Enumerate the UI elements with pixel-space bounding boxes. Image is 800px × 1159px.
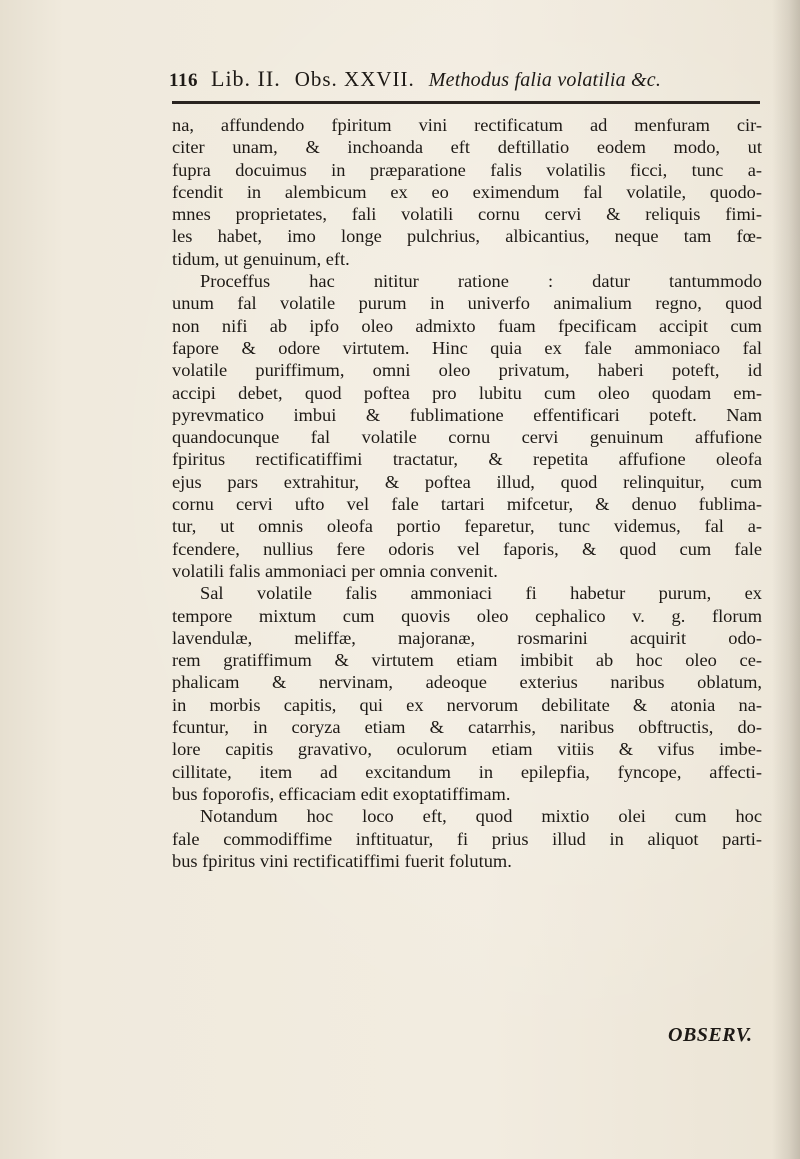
text-line: fale commodiffime inftituatur, fi prius illud in aliquot parti- bbox=[172, 828, 762, 849]
text-line: tempore mixtum cum quovis oleo cephalico v. g. florum bbox=[172, 605, 762, 626]
text-line: fpiritus rectificatiffimi tractatur, & repetita affufione oleofa bbox=[172, 449, 762, 470]
paragraph bbox=[172, 270, 762, 582]
text-line: tidum, ut genuinum, eft. bbox=[172, 248, 350, 269]
page-number: 116 bbox=[169, 70, 198, 91]
text-line: unum fal volatile purum in univerfo animalium regno, quod bbox=[172, 293, 762, 314]
paragraph bbox=[172, 114, 762, 270]
text-line: cillitate, item ad excitandum in epilepfia, fyncope, affecti- bbox=[172, 761, 762, 782]
text-line: non nifi ab ipfo oleo admixto fuam fpecificam accipit cum bbox=[172, 315, 762, 336]
text-line: les habet, imo longe pulchrius, albicantius, neque tam fœ- bbox=[172, 226, 762, 247]
text-line: Notandum hoc loco eft, quod mixtio olei cum hoc bbox=[200, 806, 762, 827]
text-line: lore capitis gravativo, oculorum etiam vitiis & vifus imbe- bbox=[172, 739, 762, 760]
text-line: in morbis capitis, qui ex nervorum debilitate & atonia na- bbox=[172, 694, 762, 715]
text-line: fcuntur, in coryza etiam & catarrhis, naribus obftructis, do- bbox=[172, 717, 762, 738]
text-line: fapore & odore virtutem. Hinc quia ex fale ammoniaco fal bbox=[172, 337, 762, 358]
text-line: bus foporofis, efficaciam edit exoptatiffimam. bbox=[172, 783, 511, 804]
text-line: fcendere, nullius fere odoris vel faporis, & quod cum fale bbox=[172, 538, 762, 559]
running-title: Methodus falia volatilia &c. bbox=[428, 69, 662, 91]
text-line: pyrevmatico imbui & fublimatione effentificari poteft. Nam bbox=[172, 404, 762, 425]
text-line: citer unam, & inchoanda eft deftillatio eodem modo, ut bbox=[172, 137, 762, 158]
text-line: lavendulæ, meliffæ, majoranæ, rosmarini acquirit odo- bbox=[172, 627, 762, 648]
text-line: fcendit in alembicum ex eo eximendum fal volatile, quodo- bbox=[172, 181, 762, 202]
running-head bbox=[169, 66, 759, 100]
text-line: tur, ut omnis oleofa portio feparetur, tunc videmus, fal a- bbox=[172, 516, 762, 537]
text-line: volatile puriffimum, omni oleo privatum, haberi poteft, id bbox=[172, 360, 762, 381]
text-line: quandocunque fal volatile cornu cervi genuinum affufione bbox=[172, 427, 762, 448]
text-line: cornu cervi ufto vel fale tartari mifcetur, & denuo fublima- bbox=[172, 494, 762, 515]
text-line: accipi debet, quod poftea pro lubitu cum oleo quodam em- bbox=[172, 382, 762, 403]
text-line: rem gratiffimum & virtutem etiam imbibit ab hoc oleo ce- bbox=[172, 650, 762, 671]
paragraph bbox=[172, 805, 762, 872]
text-line: Sal volatile falis ammoniaci fi habetur purum, ex bbox=[200, 583, 762, 604]
observation-label: Obs. XXVII. bbox=[294, 67, 415, 91]
text-line: volatili falis ammoniaci per omnia convenit. bbox=[172, 560, 498, 581]
text-line: na, affundendo fpiritum vini rectificatum ad menfuram cir- bbox=[172, 115, 762, 135]
text-line: mnes proprietates, fali volatili cornu cervi & reliquis fimi- bbox=[172, 204, 762, 225]
text-line: ejus pars extrahitur, & poftea illud, quod relinquitur, cum bbox=[172, 471, 762, 492]
catchword: OBSERV. bbox=[668, 1024, 753, 1046]
text-line: bus fpiritus vini rectificatiffimi fuerit folutum. bbox=[172, 850, 512, 871]
body-text bbox=[172, 114, 762, 872]
text-line: fupra docuimus in præparatione falis volatilis ficci, tunc a- bbox=[172, 159, 762, 180]
paragraph bbox=[172, 582, 762, 805]
book-label: Lib. II. bbox=[211, 66, 281, 91]
page-edge-shadow bbox=[772, 0, 800, 1159]
header-rule bbox=[172, 101, 760, 104]
text-line: Proceffus hac nititur ratione : datur tantummodo bbox=[200, 271, 762, 292]
text-line: phalicam & nervinam, adeoque exterius naribus oblatum, bbox=[172, 672, 762, 693]
